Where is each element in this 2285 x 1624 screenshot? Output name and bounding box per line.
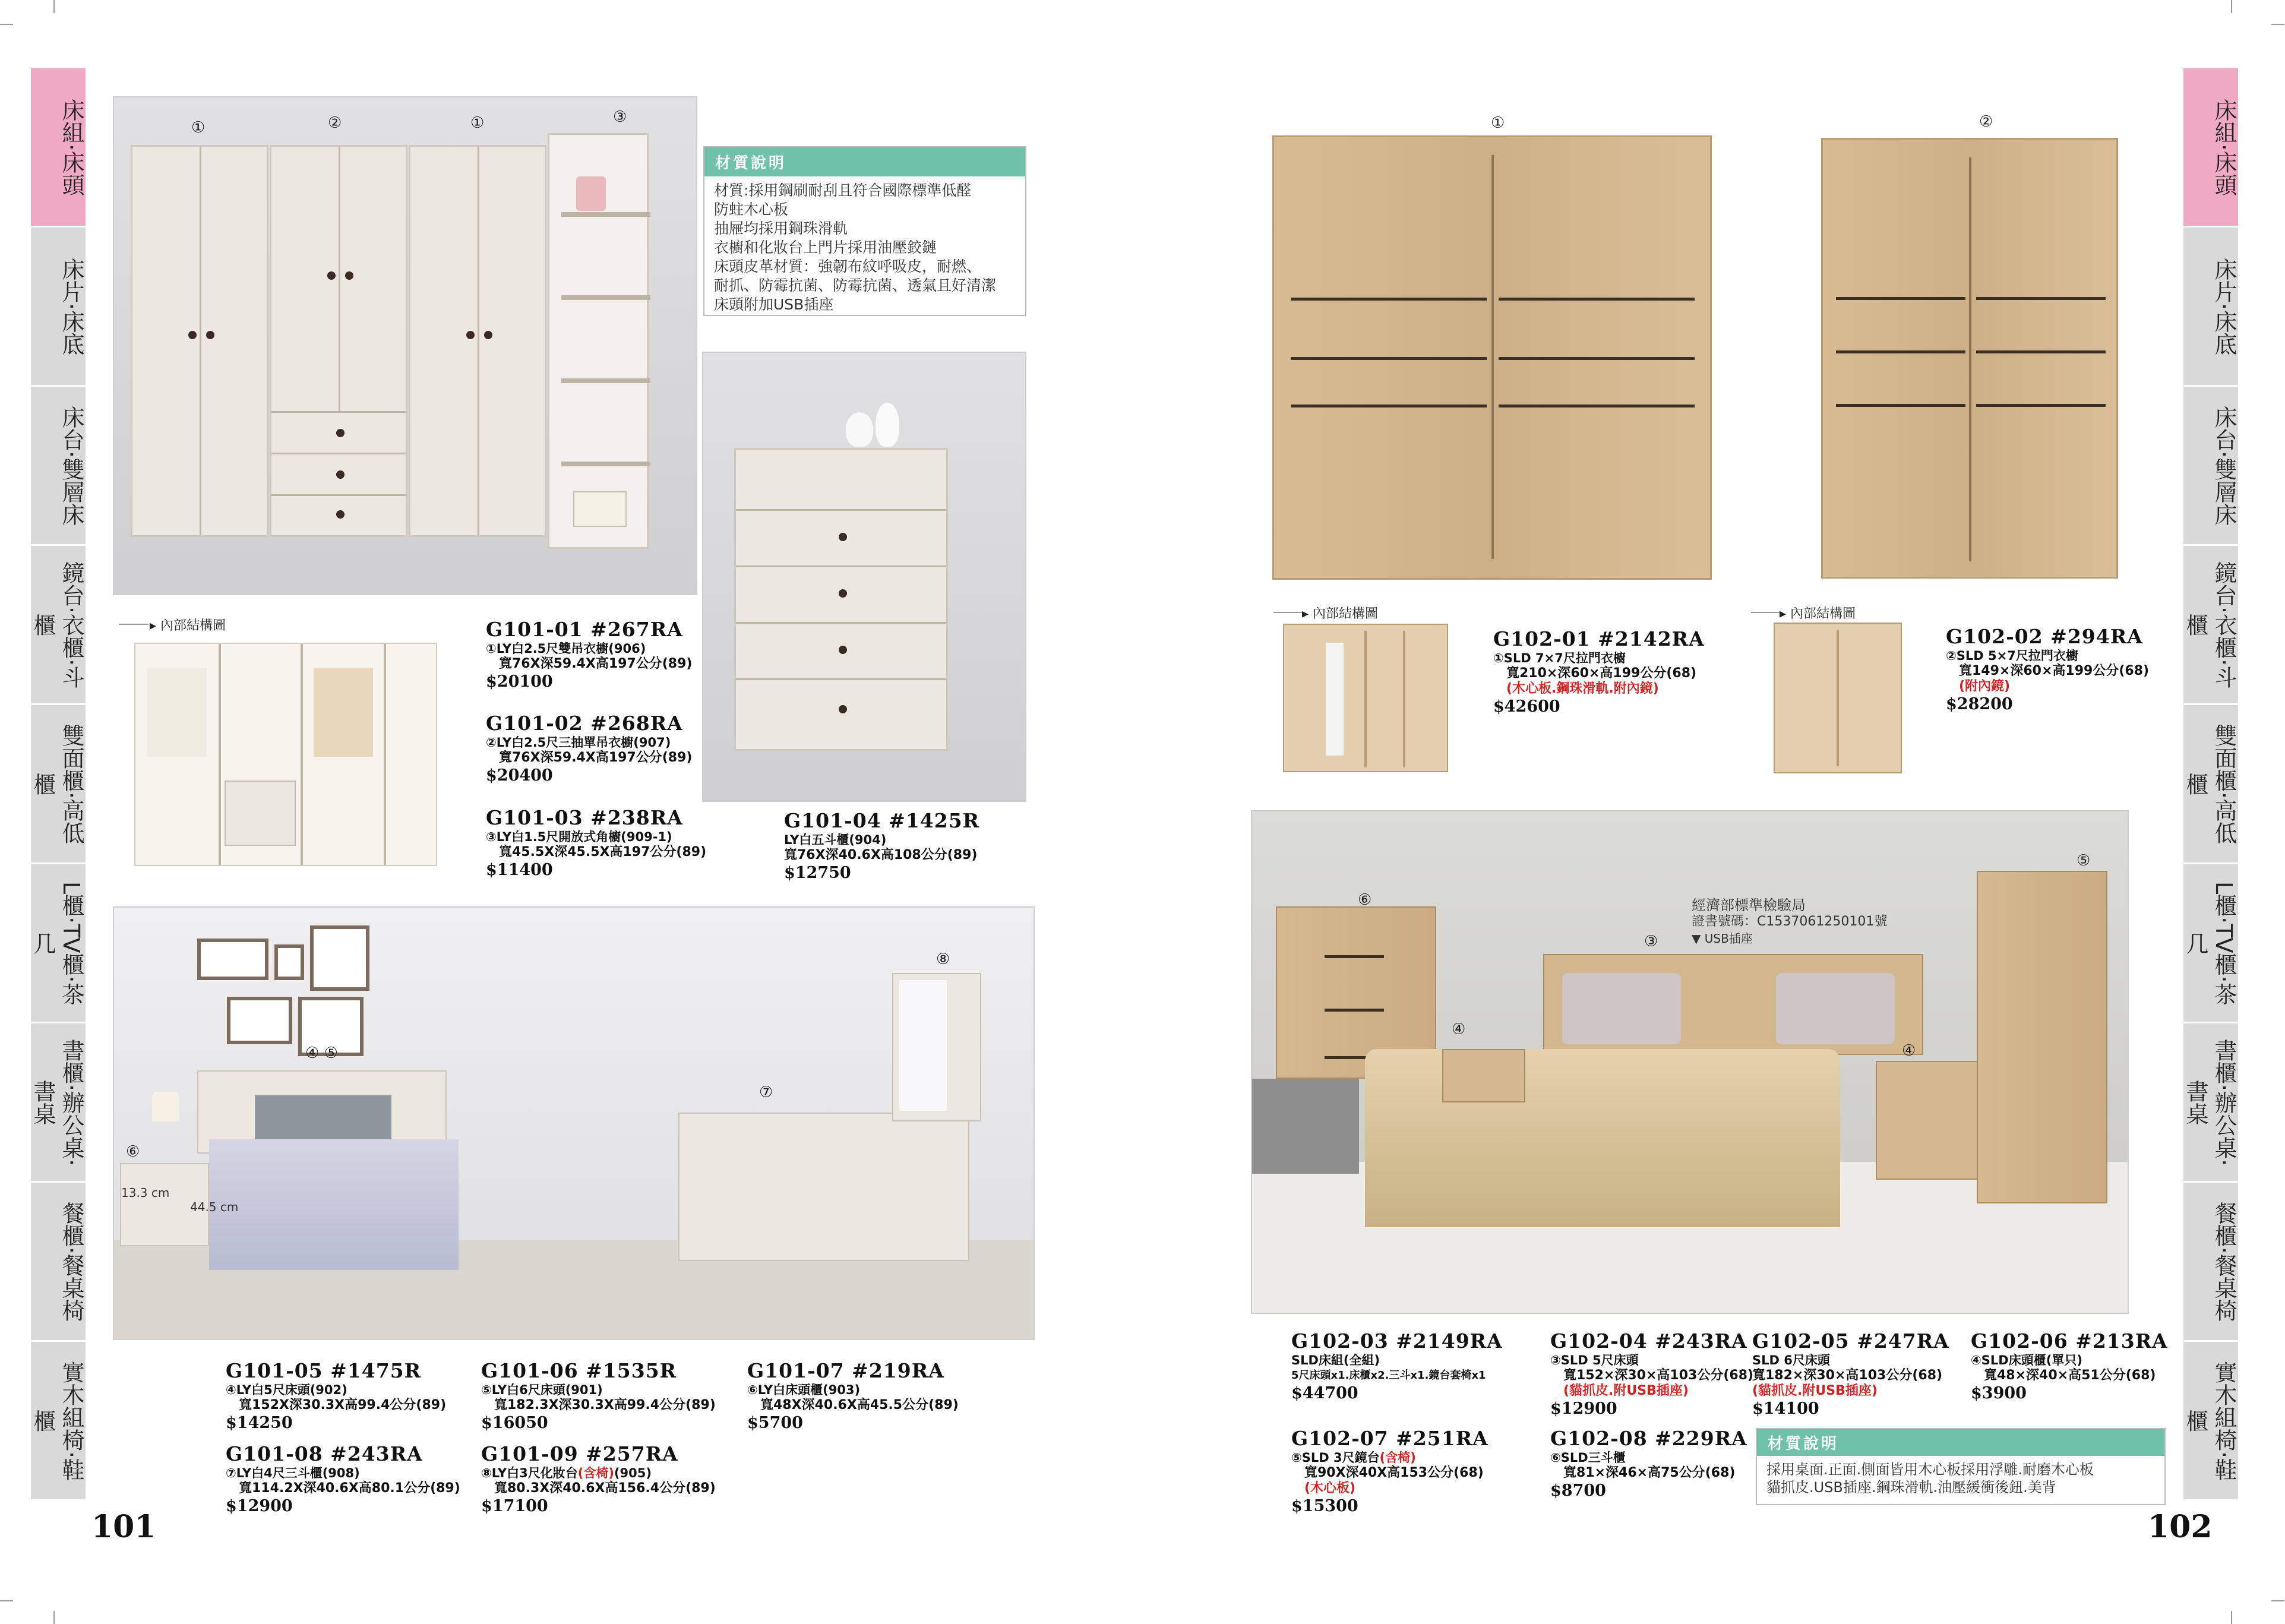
product-code: G102-08 #229RA xyxy=(1550,1427,1747,1450)
product-code: G101-03 #238RA xyxy=(486,806,683,829)
tab-bed-panel[interactable] xyxy=(2183,228,2238,385)
product-desc: ②LY白2.5尺三抽單吊衣櫥(907) xyxy=(486,735,671,750)
usb-label: ▼ USB插座 xyxy=(1692,931,1753,946)
product-size: 5尺床頭x1.床櫃x2.三斗x1.鏡台套椅x1 xyxy=(1291,1369,1486,1382)
product-desc: ①LY白2.5尺雙吊衣櫥(906) xyxy=(486,642,646,656)
left-page xyxy=(0,0,1142,1624)
product-size: 寬48X深40.6X高45.5公分(89) xyxy=(760,1398,959,1413)
product-desc: ⑤LY白6尺床頭(901) xyxy=(481,1383,603,1397)
crop-mark xyxy=(2231,0,2232,13)
product-g102-06[interactable] xyxy=(1971,1329,2168,1404)
chest-photo xyxy=(702,352,1026,802)
material-title: 材質說明 xyxy=(1757,1429,2164,1456)
marker-6: ⑥ xyxy=(126,1143,140,1161)
picture-frame xyxy=(274,944,304,980)
desc-main: ⑤SLD 3尺鏡台 xyxy=(1291,1451,1380,1465)
material-line: 抽屜均採用鋼珠滑軌 xyxy=(714,220,848,237)
tab-bookcase[interactable] xyxy=(31,1023,86,1181)
tab-label: 床台‧雙層床 xyxy=(58,405,84,526)
panel-line xyxy=(1499,357,1695,360)
material-info-box xyxy=(1756,1428,2166,1505)
tab-bed-frame[interactable] xyxy=(2183,387,2238,544)
sliding-wardrobe-7x7 xyxy=(1272,135,1712,580)
storage-box xyxy=(573,491,627,527)
material-line: 防蛀木心板 xyxy=(714,201,789,218)
drawer-line xyxy=(736,509,946,511)
headboard-cushion xyxy=(1776,973,1895,1044)
bedroom-photo xyxy=(113,906,1035,1340)
material-info-box xyxy=(703,146,1026,316)
tab-label: 床組‧床頭 xyxy=(2211,98,2237,197)
right-page xyxy=(1143,0,2285,1624)
picture-frame xyxy=(197,939,268,980)
tab-wardrobe[interactable] xyxy=(31,546,86,703)
tab-label: L櫃‧TV櫃‧茶几 xyxy=(2182,881,2237,1006)
material-line: 床頭附加USB插座 xyxy=(714,296,834,313)
product-code: G101-04 #1425R xyxy=(784,809,980,832)
clothes xyxy=(147,668,207,757)
product-price: $20100 xyxy=(486,672,553,691)
knob xyxy=(327,271,336,280)
dimension-label: 13.3 cm xyxy=(121,1186,170,1200)
product-g101-09[interactable] xyxy=(481,1442,716,1516)
product-desc: ⑥SLD三斗櫃 xyxy=(1550,1451,1626,1465)
desc-main: ⑧LY白3尺化妝台 xyxy=(481,1466,578,1480)
tab-label: 雙面櫃‧高低櫃 xyxy=(2182,723,2237,845)
product-note: (木心板) xyxy=(1304,1481,1356,1496)
product-price: $14250 xyxy=(226,1414,293,1432)
product-price: $11400 xyxy=(486,861,553,879)
panel-line xyxy=(1499,405,1695,407)
crop-mark xyxy=(0,1600,13,1601)
partition xyxy=(384,644,386,865)
drawer-line xyxy=(271,494,406,496)
wardrobe-2 xyxy=(270,145,407,537)
door-seam xyxy=(478,147,479,535)
product-size: 寬152×深30×高103公分(68) xyxy=(1563,1368,1754,1383)
marker-4-5: ④ ⑤ xyxy=(305,1044,338,1062)
inner-mirror xyxy=(1326,643,1344,756)
bed-cover xyxy=(209,1139,459,1270)
oak-nightstand-left xyxy=(1442,1049,1525,1102)
marker-3: ③ xyxy=(613,108,627,126)
tab-label: 實木組椅‧鞋櫃 xyxy=(2182,1360,2237,1481)
marker-4: ④ xyxy=(1452,1020,1466,1038)
product-price: $3900 xyxy=(1971,1384,2027,1402)
panel-line xyxy=(1836,350,1965,353)
headboard-cushion xyxy=(255,1095,391,1143)
product-code: G102-06 #213RA xyxy=(1971,1329,2168,1353)
panel-line xyxy=(1291,405,1487,407)
product-g102-07[interactable] xyxy=(1291,1427,1488,1516)
product-desc: ⑥LY白床頭櫃(903) xyxy=(747,1383,861,1397)
knob xyxy=(839,589,847,598)
oak-bedroom-photo xyxy=(1251,810,2129,1314)
material-line: 衣櫥和化妝台上門片採用油壓鉸鏈 xyxy=(714,239,937,256)
tab-label: 餐櫃‧餐桌椅 xyxy=(58,1201,84,1322)
drawer-line xyxy=(736,678,946,680)
oak-headboard xyxy=(1543,954,1923,1055)
tab-label: 書櫃‧辦公桌‧書桌 xyxy=(2182,1038,2237,1167)
clothes xyxy=(314,668,373,757)
product-size: 寬76X深40.6X高108公分(89) xyxy=(784,848,978,862)
product-desc: LY白五斗櫃(904) xyxy=(784,833,887,847)
product-g101-01[interactable] xyxy=(486,618,692,692)
product-note: (貓抓皮.附USB插座) xyxy=(1752,1383,1878,1398)
product-size: 寬152X深30.3X高99.4公分(89) xyxy=(239,1398,447,1413)
marker-5: ⑤ xyxy=(2077,852,2091,870)
tab-label: 書櫃‧辦公桌‧書桌 xyxy=(30,1038,84,1167)
wardrobe-1 xyxy=(131,145,268,537)
panel-line xyxy=(1976,297,2106,300)
shelf xyxy=(561,462,650,466)
handle xyxy=(1325,1009,1384,1012)
structure-diagram xyxy=(134,643,437,866)
door-seam xyxy=(339,147,340,411)
material-title: 材質說明 xyxy=(704,147,1025,176)
door-seam xyxy=(200,147,201,535)
tab-bed-set[interactable] xyxy=(31,68,86,226)
vanity-mirror xyxy=(892,973,981,1121)
product-price: $20400 xyxy=(486,766,553,785)
product-desc: ①SLD 7×7尺拉門衣櫥 xyxy=(1493,651,1626,665)
cert-title: 經濟部標準檢驗局 xyxy=(1692,897,1806,914)
product-size: 寬48×深40×高51公分(68) xyxy=(1984,1368,2156,1383)
product-code: G102-07 #251RA xyxy=(1291,1427,1488,1450)
material-line: 材質:採用鋼刷耐刮且符合國際標準低醛 xyxy=(714,182,972,199)
knob xyxy=(336,429,345,437)
product-g102-01[interactable] xyxy=(1493,627,1705,717)
structure-diagram-7x7 xyxy=(1283,624,1448,772)
knob xyxy=(839,533,847,541)
crop-mark xyxy=(2271,24,2284,25)
tab-bookcase[interactable] xyxy=(2183,1023,2238,1181)
partition xyxy=(301,644,303,865)
vase xyxy=(876,403,899,447)
product-price: $17100 xyxy=(481,1497,548,1515)
product-price: $14100 xyxy=(1752,1399,1819,1418)
drawer-line xyxy=(736,565,946,567)
crop-mark xyxy=(53,1611,55,1624)
product-desc: SLD 6尺床頭 xyxy=(1752,1353,1830,1367)
product-size: 寬45.5X深45.5X高197公分(89) xyxy=(499,845,707,860)
drawer-line xyxy=(271,411,406,413)
shelf xyxy=(561,295,650,300)
knob xyxy=(345,271,353,280)
product-size: 寬80.3X深40.6X高156.4公分(89) xyxy=(494,1481,716,1496)
product-price: $12900 xyxy=(226,1497,293,1515)
knob xyxy=(336,470,345,479)
tab-cabinet[interactable] xyxy=(31,705,86,862)
product-size: 寬182×深30×高103公分(68) xyxy=(1752,1368,1943,1383)
tab-wardrobe[interactable] xyxy=(2183,546,2238,703)
category-tabs xyxy=(2183,68,2238,1501)
material-body xyxy=(1757,1456,2164,1501)
knob xyxy=(839,705,847,713)
tab-bed-frame[interactable] xyxy=(31,387,86,544)
oak-vanity xyxy=(1977,871,2107,1203)
panel-line xyxy=(1291,298,1487,301)
product-code: G102-01 #2142RA xyxy=(1493,627,1705,650)
lamp xyxy=(152,1092,179,1121)
product-price: $12900 xyxy=(1550,1399,1617,1418)
product-price: $44700 xyxy=(1291,1384,1358,1402)
product-desc: ⑦LY白4尺三斗櫃(908) xyxy=(226,1466,360,1480)
product-code: G101-07 #219RA xyxy=(747,1359,944,1382)
knob xyxy=(336,510,345,519)
category-tabs xyxy=(31,68,86,1501)
door-seam xyxy=(1969,157,1971,561)
tab-tv-cabinet[interactable] xyxy=(31,864,86,1022)
tab-label: 實木組椅‧鞋櫃 xyxy=(30,1360,84,1481)
product-g102-03[interactable] xyxy=(1291,1329,1503,1404)
product-g101-06[interactable] xyxy=(481,1359,716,1433)
knob xyxy=(466,331,475,339)
vase xyxy=(846,412,873,447)
tab-label: 床台‧雙層床 xyxy=(2211,405,2237,526)
marker-4b: ④ xyxy=(1902,1042,1916,1060)
product-code: G101-08 #243RA xyxy=(226,1442,423,1465)
headboard-cushion xyxy=(1562,973,1681,1044)
product-price: $15300 xyxy=(1291,1497,1358,1515)
tab-label: L櫃‧TV櫃‧茶几 xyxy=(30,881,84,1006)
marker-8: ⑧ xyxy=(936,950,950,968)
product-g101-08[interactable] xyxy=(226,1442,460,1516)
tab-dining[interactable] xyxy=(2183,1183,2238,1340)
handle xyxy=(1325,955,1384,958)
panel-line xyxy=(1976,350,2106,353)
product-price: $16050 xyxy=(481,1414,548,1432)
corner-shelf xyxy=(548,133,649,549)
product-price: $28200 xyxy=(1946,695,2013,713)
tab-bed-set[interactable] xyxy=(2183,68,2238,226)
panel-line xyxy=(1836,404,1965,407)
product-size: 寬81×深46×高75公分(68) xyxy=(1563,1465,1736,1480)
marker-1b: ① xyxy=(470,114,485,132)
marker-1: ① xyxy=(1491,114,1505,132)
panel-line xyxy=(1291,357,1487,360)
product-g101-03[interactable] xyxy=(486,806,706,880)
product-size: 寬210×深60×高199公分(68) xyxy=(1506,666,1697,681)
platform xyxy=(1252,1079,1359,1174)
product-desc: ④LY白5尺床頭(902) xyxy=(226,1383,347,1397)
product-desc: ②SLD 5×7尺拉門衣櫥 xyxy=(1946,649,2078,663)
material-line: 床頭皮革材質：強韌布紋呼吸皮，耐燃、 xyxy=(714,258,982,275)
product-g102-05[interactable] xyxy=(1752,1329,1949,1419)
decor-box xyxy=(576,176,606,211)
five-drawer-chest xyxy=(734,448,948,751)
inner-drawers xyxy=(225,781,296,846)
product-code: G102-03 #2149RA xyxy=(1291,1329,1503,1353)
marker-3: ③ xyxy=(1644,933,1658,950)
product-price: $12750 xyxy=(784,864,851,882)
marker-2: ② xyxy=(1979,113,1993,131)
tab-label: 餐櫃‧餐桌椅 xyxy=(2211,1201,2237,1322)
product-size: 寬76X深59.4X高197公分(89) xyxy=(499,750,693,765)
product-g101-05[interactable] xyxy=(226,1359,446,1433)
material-line: 採用桌面.正面.側面皆用木心板採用浮雕.耐磨木心板 xyxy=(1766,1461,2094,1478)
drawer-line xyxy=(271,453,406,454)
dresser xyxy=(678,1113,969,1261)
tab-label: 鏡台‧衣櫃‧斗櫃 xyxy=(30,561,84,689)
product-price: $8700 xyxy=(1550,1481,1606,1500)
product-desc xyxy=(1291,1450,1488,1465)
wardrobe-3 xyxy=(409,145,546,537)
marker-2: ② xyxy=(328,114,342,132)
page-number: 102 xyxy=(2148,1509,2213,1545)
product-code: G102-05 #247RA xyxy=(1752,1329,1949,1353)
product-code: G102-04 #243RA xyxy=(1550,1329,1747,1353)
tab-label: 床片‧床底 xyxy=(58,257,84,356)
product-g102-04[interactable] xyxy=(1550,1329,1753,1419)
product-size: 寬90X深40X高153公分(68) xyxy=(1304,1465,1484,1480)
marker-7: ⑦ xyxy=(759,1083,773,1101)
marker-6: ⑥ xyxy=(1358,891,1372,909)
crop-mark xyxy=(53,0,55,13)
product-size: 寬114.2X深40.6X高80.1公分(89) xyxy=(239,1481,460,1496)
product-desc xyxy=(481,1465,716,1481)
bed-skirt xyxy=(1365,1049,1840,1227)
product-g102-08[interactable] xyxy=(1550,1427,1747,1501)
crop-mark xyxy=(0,24,13,25)
product-code: G101-06 #1535R xyxy=(481,1359,677,1382)
structure-label: ▸ 內部結構圖 xyxy=(1780,606,1856,621)
marker-1: ① xyxy=(191,119,206,137)
partition xyxy=(219,644,221,865)
structure-label: ▸ 內部結構圖 xyxy=(1302,606,1379,621)
product-code: G101-01 #267RA xyxy=(486,618,683,641)
tab-bed-panel[interactable] xyxy=(31,228,86,385)
tab-tv-cabinet[interactable] xyxy=(2183,864,2238,1022)
product-g102-02[interactable] xyxy=(1946,625,2149,715)
crop-mark xyxy=(2231,1611,2232,1624)
product-code: G101-05 #1475R xyxy=(226,1359,422,1382)
partition xyxy=(1364,631,1367,767)
structure-diagram-5x7 xyxy=(1774,623,1902,773)
knob xyxy=(484,331,492,339)
material-body xyxy=(704,176,1025,319)
knob xyxy=(206,331,214,339)
product-size: 寬76X深59.4X高197公分(89) xyxy=(499,656,693,671)
partition xyxy=(1837,630,1839,766)
picture-frame xyxy=(227,997,292,1044)
tab-label: 床片‧床底 xyxy=(2211,257,2237,356)
product-g101-07[interactable] xyxy=(747,1359,959,1433)
product-code: G101-02 #268RA xyxy=(486,712,683,735)
divider xyxy=(1273,612,1302,613)
divider xyxy=(1751,612,1780,613)
tab-solid-wood[interactable] xyxy=(2183,1342,2238,1499)
product-note: (木心板.鋼珠滑軌.附內鏡) xyxy=(1506,681,1659,696)
mirror xyxy=(899,980,947,1111)
product-note: (附內鏡) xyxy=(1959,679,2011,694)
material-line: 貓抓皮.USB插座.鋼珠滑軌.油壓緩衝後鈕.美背 xyxy=(1766,1479,2056,1496)
product-g101-02[interactable] xyxy=(486,712,692,786)
panel-line xyxy=(1499,298,1695,301)
page-number: 101 xyxy=(91,1509,156,1545)
wardrobe-photo xyxy=(113,96,697,595)
product-note: (貓抓皮.附USB插座) xyxy=(1563,1383,1689,1398)
product-g101-04[interactable] xyxy=(784,809,979,883)
product-desc: ③LY白1.5尺開放式角櫥(909-1) xyxy=(486,830,672,844)
tab-dining[interactable] xyxy=(31,1183,86,1340)
product-size: 寬182.3X深30.3X高99.4公分(89) xyxy=(494,1398,716,1413)
partition xyxy=(1403,631,1405,767)
product-desc: SLD床組(全組) xyxy=(1291,1353,1380,1367)
divider xyxy=(119,624,148,625)
crop-mark xyxy=(2271,1600,2284,1601)
product-price: $42600 xyxy=(1493,697,1560,716)
material-line: 耐抓、防霉抗菌、防霉抗菌、透氣且好清潔 xyxy=(714,277,997,294)
tab-label: 雙面櫃‧高低櫃 xyxy=(30,723,84,845)
tab-label: 鏡台‧衣櫃‧斗櫃 xyxy=(2182,561,2237,689)
product-desc: ③SLD 5尺床頭 xyxy=(1550,1353,1639,1367)
tab-label: 床組‧床頭 xyxy=(58,98,84,197)
sliding-wardrobe-5x7 xyxy=(1821,138,2118,579)
desc-highlight: (含椅) xyxy=(1379,1451,1416,1465)
door-seam xyxy=(1491,155,1494,559)
product-code: G102-02 #294RA xyxy=(1946,625,2143,648)
desc-tail: (905) xyxy=(614,1466,652,1480)
knob xyxy=(839,646,847,654)
cert-number: 證書號碼：C1537061250101號 xyxy=(1692,914,1888,929)
tab-cabinet[interactable] xyxy=(2183,705,2238,862)
tab-solid-wood[interactable] xyxy=(31,1342,86,1499)
structure-label: ▸ 內部結構圖 xyxy=(150,618,226,633)
panel-line xyxy=(1836,297,1965,300)
desc-highlight: (含椅) xyxy=(577,1466,614,1480)
shelf xyxy=(561,212,650,217)
panel-line xyxy=(1976,404,2106,407)
product-price: $5700 xyxy=(747,1414,803,1432)
shelf xyxy=(561,378,650,383)
picture-frame xyxy=(310,925,369,991)
product-size: 寬149×深60×高199公分(68) xyxy=(1959,663,2150,678)
drawer-line xyxy=(736,622,946,624)
product-desc: ④SLD床頭櫃(單只) xyxy=(1971,1353,2082,1367)
knob xyxy=(188,331,197,339)
product-code: G101-09 #257RA xyxy=(481,1442,678,1465)
dimension-label: 44.5 cm xyxy=(190,1200,239,1214)
